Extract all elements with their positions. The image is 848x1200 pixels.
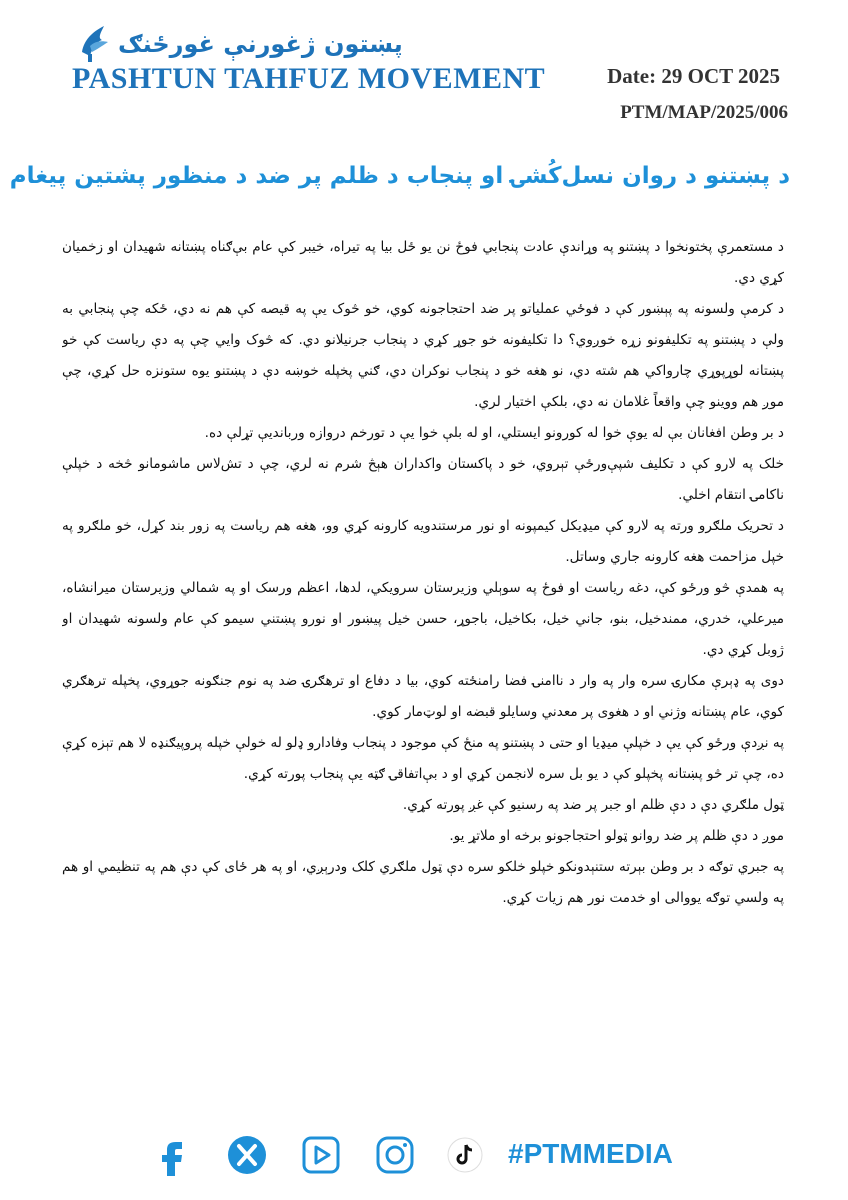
logo-english-text: PASHTUN TAHFUZ MOVEMENT: [72, 62, 546, 95]
paragraph: دوی په ډېرې مکارۍ سره وار په وار د ناامنۍ فضا رامنځته کوي، بيا د دفاع او ترهګرۍ ضد په نوم جنګونه جوړوي، پخپله ترهګري کوي، عام پښتانه وژني او د هغوی پر معدني وسايلو قبضه او لوټ‌مار کوي.: [62, 673, 784, 720]
paragraph: د مستعمرې پختونخوا د پښتنو په وړاندې عادت پنجابي فوځ نن يو ځل بيا په تيراه، خيبر کې عام بې‌ګناه پښتانه شهيدان او زخميان کړي دي.: [62, 239, 784, 286]
document-reference: PTM/MAP/2025/006: [620, 102, 788, 123]
letterhead: [0, 0, 848, 140]
paragraph: د کرمې ولسونه په پېښور کې د فوځي عملياتو پر ضد احتجاجونه کوي، خو څوک يې په قيصه کې هم نه دي، ځکه چې پنجابي به ولې د پښتنو په تکليفونو زړه خوږوي؟ دا تکليفونه خو جوړ کړي د پنجاب جرنيلانو دي. که څوک وايي چې په دې رياست کې خو پښتانه لوړپوړي چارواکي هم شته دي، نو هغه خو د پنجاب نوکران دي، ګني پخپله خوښه دې د پښتنو يوه ستونزه حل کړي، چې موږ هم ووينو چې واقعاً غلامان نه دي، بلکې اختيار لري.: [62, 301, 784, 410]
paragraph: ټول ملګري دې د دې ظلم او جبر پر ضد په رسنيو کې غږ پورته کړي.: [402, 797, 784, 813]
paragraph: په جبري توګه د بر وطن بېرته ستنېدونکو خپلو خلکو سره دې ټول ملګري کلک ودرېږي، او په هر ځای کې دې هم په تنظيمي او هم په ولسي توګه يووالی او خدمت نور هم زيات کړي.: [62, 859, 784, 906]
x-icon[interactable]: [226, 1134, 268, 1176]
logo-urdu-text: پښتون ژغورنې غورځنګ: [118, 30, 403, 58]
paragraph: د بر وطن افغانان بې له يوې خوا له کورونو ايستلي، او له بلې خوا يې د تورخم دروازه وربانديې تړلې ده.: [204, 425, 784, 441]
paragraph: موږ د دې ظلم پر ضد روانو ټولو احتجاجونو برخه او ملاتړ يو.: [449, 828, 784, 844]
paragraph: د تحريک ملګرو ورته په لارو کې ميډيکل کيمپونه او نور مرستندويه کارونه کړي وو، هغه هم رياست په زور بند کړل، خو ملګرو په خپل مزاحمت هغه کارونه جاري وساتل.: [62, 518, 784, 565]
instagram-icon[interactable]: [374, 1134, 416, 1176]
tiktok-icon[interactable]: [444, 1134, 486, 1176]
document-date: Date: 29 OCT 2025: [607, 64, 780, 88]
paragraph: په نږدې ورځو کې يې د خپلې ميډيا او حتی د پښتنو په منځ کې موجود د پنجاب وفادارو ډلو له خولې خپله پروپيګنډه لا هم تېزه کړې ده، چې تر څو پښتانه پخپلو کې د يو بل سره لانجمن کړي او د بې‌اتفاقۍ ګټه يې پنجاب پورته کړي.: [62, 735, 784, 782]
hashtag-link[interactable]: #PTMMEDIA: [508, 1138, 673, 1169]
youtube-icon[interactable]: [300, 1134, 342, 1176]
dove-logo-icon: [78, 22, 112, 62]
paragraph: په همدې څو ورځو کې، دغه رياست او فوځ په سوېلي وزيرستان سرويکي، لدها، اعظم ورسک او په شمالي وزيرستان ميرانشاه، ميرعلي، خدري، ممندخيل، بنو، جاني خيل، بکاخيل، باجوړ، حسن خيل پيښور او نورو پښتني سيمو کې عام ولسونه شهيدان او ژوبل کړي دي.: [62, 580, 784, 658]
document-body: [62, 232, 784, 1032]
document-title: د پښتنو د روان نسل‌کُشۍ او پنجاب د ظلم پر ضد د منظور پشتين پيغام: [9, 163, 790, 189]
facebook-icon[interactable]: [152, 1134, 194, 1176]
social-footer: [140, 1132, 700, 1180]
paragraph: خلک په لارو کې د تکليف شپې‌ورځې تېروي، خو د پاکستان واکداران هېڅ شرم نه لري، چې د تش‌لاس ماشومانو څخه د خپلې ناکامۍ انتقام اخلي.: [62, 456, 784, 503]
